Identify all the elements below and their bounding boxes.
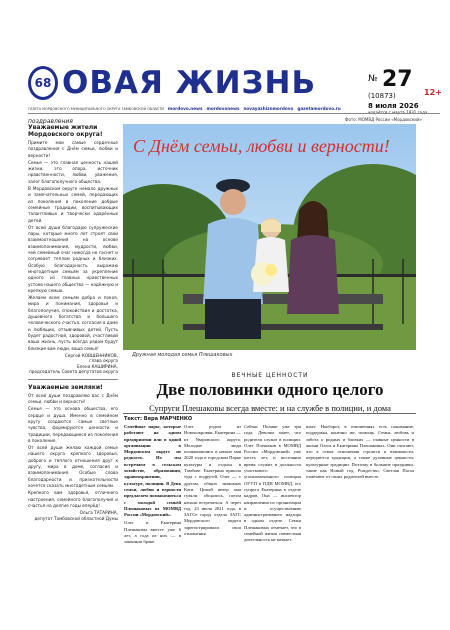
- divider: [28, 379, 118, 380]
- article-lead: Семейные пары, которые работают на одном предприятии или в одной организации в Мордовском округе не редкость. Их мы встречаем в сельском хозяйстве, образовании, здравоохранении, культуре, полиции. В День семьи, любви и верности предлагаем познакомиться с молодой семьёй Плешаковых из МОМВД России «Мордовский».: [124, 424, 181, 518]
- greeting-heading-2: Уважаемые земляки!: [28, 383, 103, 391]
- rubric-greetings: поздравления: [28, 118, 73, 125]
- article-text: Олег родом из Новопокровки, Екатерина — из Уваровского округа. Молодые люди познакомились в начале мая 2020 года в городском Парке культуры и отдыха в Тамбове. Екатерина пришла туда с подругой, Олег — с другом, общих знакомых Кати. Целый вечер они гуляли, общались, потом начали встречаться. А через год, 23 июля 2021 года, в ЗАГСе город отдела ЗАГС Мордовского округа зарегистрировали свои отношения.: [184, 424, 241, 537]
- article-rubric: ВЕЧНЫЕ ЦЕННОСТИ: [231, 372, 309, 379]
- greeting-heading-1: Уважаемые жители Мордовского округа!: [28, 124, 103, 138]
- article-column-1: [124, 424, 181, 624]
- photo-credit: Фото: МОМВД России «Мордовский»: [345, 117, 422, 122]
- article-text: шает. Наоборот, в отношениях есть понимание, поддержка, конечно же, помощь. Семья, любовь и забота о родных и близких — главные ценности в жизни Олега и Екатерины Плешаковых. Они считают, что в семье отношения строятся и взаимности, передаются традиции, а также духовные ценности, культурные традиции. Поэтому в большие праздники, такие как Новый год, Рождество, Светлая Пасха отмечают от своих родителей вместе.: [306, 424, 414, 480]
- signature-role: глава округа: [89, 358, 118, 364]
- social-link-vk[interactable]: mordovo.news: [167, 106, 203, 111]
- article-column-4: [306, 424, 414, 624]
- social-link-ok[interactable]: novayazhiznmordovo: [243, 106, 294, 111]
- signature-role: депутат Тамбовской областной Думы: [34, 515, 118, 521]
- masthead-divider: [28, 113, 440, 114]
- masthead-title: [62, 64, 316, 102]
- issue-label: №: [368, 74, 378, 84]
- greeting-text: От всей души благодарю супружеские пары, которые много лет строят свои взаимоотношения на основе взаимопонимания, мудрости, любви, чей семейный очаг никогда не гаснет и согревает теплом родных и близких. Особую благодарность выражаю многодетным семьям за укрепление одного из главных нравственных устоев нашего общества — надёжную и крепкую семью.: [28, 224, 118, 293]
- greeting-text: От всей души желаю каждой семье нашего округа крепкого здоровья, доброго и теплого отношения друг к другу, мира в доме, согласия и взаимопонимания. Особые слова благодарности и признательности хочется сказать многодетным семьям.: [28, 445, 118, 488]
- greetings-column: [28, 124, 118, 624]
- greeting-text: От всей души поздравляю вас с Днём семьи, любви и верности!: [28, 392, 118, 405]
- photo-caption: Дружная молодая семья Плешаковых: [132, 352, 233, 358]
- greeting-text: Желаем всем семьям добра и покоя, мира и понимания, здоровья и благополучия, спокойствия и достатка, душевного богатства и большого человеческого счастья, согласия в доме и любящих, отзывчивых детей. Пусть будет радостной, здоровой, счастливой ваша жизнь, пусть всегда рядом будут близкие вам люди, ваша семья!: [28, 295, 118, 351]
- article-deck: Супруги Плешаковы всегда вместе: и на службе в полиции, и дома: [149, 403, 391, 413]
- article-column-2: [184, 424, 241, 624]
- masthead-title-rest: ОВАЯ ЖИЗНЬ: [62, 65, 317, 101]
- greeting-text: Крепкого вам здоровья, отличного настроения, семейного благополучия и счастья на долгие годы вперёд!: [28, 490, 118, 508]
- greeting-text: Семья — это главная ценность нашей жизни, это опора, источник нравственности, любви, уважения, залог благополучного общества.: [28, 159, 118, 184]
- masthead-subtitle: ГАЗЕТА МОРДОВСКОГО МУНИЦИПАЛЬНОГО ОКРУГА ТАМБОВСКОЙ ОБЛАСТИ: [28, 106, 164, 111]
- masthead-logo-number: 68: [28, 66, 58, 100]
- masthead-subbar: [28, 105, 366, 112]
- greeting-text: Примите мои самые сердечные поздравления с Днём семьи, любви и верности!: [28, 140, 118, 158]
- issue-date: 8 июля 2026: [368, 102, 419, 110]
- greeting-text: Семья — это основа общества, его сердце и душа. Именно в семейном кругу создаются самые светлые чувства, формируются ценности и традиции, передающиеся из поколения в поколение.: [28, 406, 118, 443]
- publish-note: издаётся с марта 1931 года: [368, 110, 428, 115]
- article-text: Олег и Екатерина Плешаковы вместе уже 6 лет, а года из них — в законном браке.: [124, 520, 181, 545]
- age-rating-badge: 12+: [424, 88, 442, 97]
- photo-greeting-title: С Днём семьи, любви и верности!: [133, 136, 390, 156]
- issue-total: (10873): [368, 92, 396, 100]
- signature-name: Елена КАШИРИНА,: [77, 363, 118, 369]
- website-link[interactable]: gazetamordovo.ru: [297, 106, 341, 111]
- article-column-3: [244, 424, 301, 624]
- signature-name: Сергей КОВШЕННИКОВ,: [64, 352, 118, 358]
- issue-number: 27: [382, 67, 413, 92]
- article-text: Сейчас Полине уже три года. Девочка знает, что родители служат в полиции. Олег Плешаков в МОМВД России «Мордовский» уже шесть лет, и постоянно время служит в должности участкового уполномоченного полиции ОУУП и ПДН МОМВД, его супруга Екатерина в отделе кадров. Она — инспектор направления по организации и осуществлению административного надзора в одном отделе. Семья Плешаковых отмечает, что в семейной жизни совместная деятельность не мешает.: [244, 424, 301, 543]
- article-byline: Текст: Вера МАРЧЕНКО: [124, 416, 193, 422]
- social-link-telegram[interactable]: mordovonews: [206, 106, 240, 111]
- signature-role: председатель Совета депутатов округа: [28, 369, 118, 375]
- signature-name: Ольга ТАТАРИНА,: [79, 510, 118, 516]
- article-headline: Две половинки одного целого: [156, 380, 384, 399]
- family-photo: [123, 124, 416, 350]
- article-divider: [123, 413, 416, 414]
- greeting-text: В Мордовском округе немало дружных и замечательных семей, передающих из поколения в поколение добрые семейные традиции, воспитывающих талантливых и творчески одарённых детей.: [28, 186, 118, 223]
- family-photo-illustration: [123, 124, 416, 350]
